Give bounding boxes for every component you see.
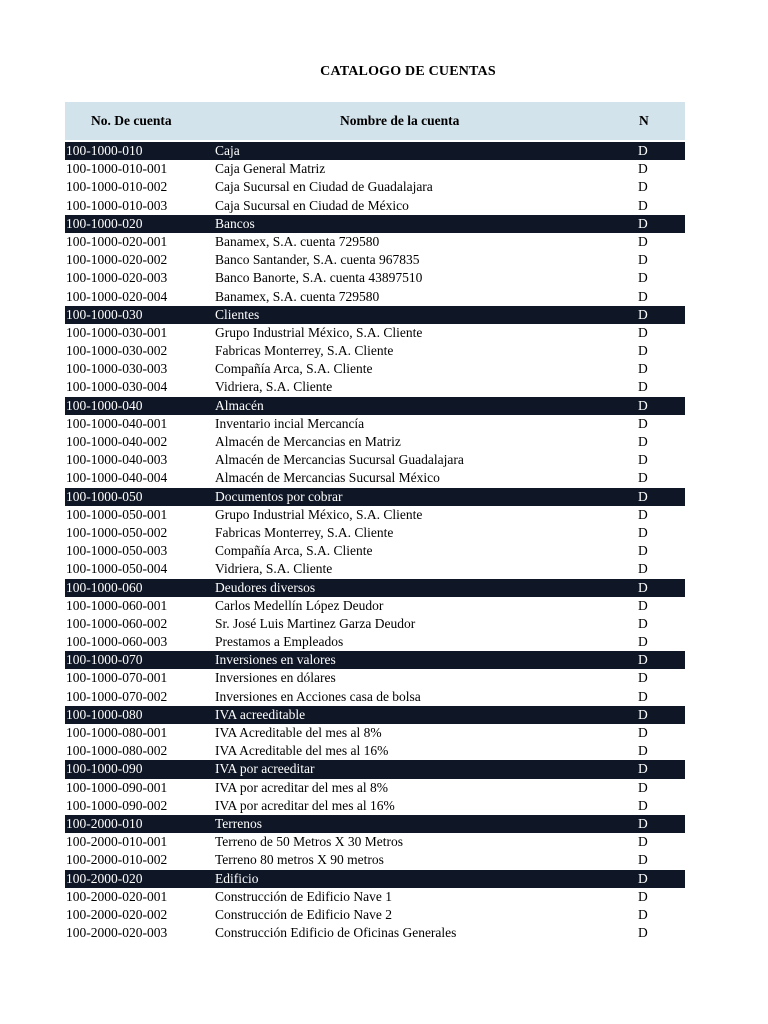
account-nature: D	[638, 597, 648, 613]
account-name: Terreno de 50 Metros X 30 Metros	[215, 834, 404, 850]
column-header-nature: N	[639, 113, 649, 128]
account-number: 100-1000-020-002	[66, 252, 168, 268]
account-name: IVA Acreditable del mes al 8%	[215, 725, 382, 740]
account-number: 100-1000-050-004	[66, 561, 168, 577]
account-name: Grupo Industrial México, S.A. Cliente	[215, 506, 423, 522]
account-nature: D	[638, 361, 648, 377]
account-row	[65, 378, 685, 396]
account-name: IVA por acreditar del mes al 16%	[215, 797, 395, 813]
account-nature: D	[638, 161, 648, 177]
account-row	[65, 197, 685, 215]
account-number: 100-1000-040-002	[66, 434, 168, 449]
account-row	[65, 560, 685, 578]
account-nature: D	[638, 706, 648, 722]
account-number: 100-1000-010	[66, 143, 143, 158]
account-name: Bancos	[215, 215, 255, 231]
account-name: Vidriera, S.A. Cliente	[215, 561, 333, 577]
account-name: Compañía Arca, S.A. Cliente	[215, 543, 373, 559]
account-nature: D	[638, 397, 648, 413]
account-number: 100-1000-040-003	[66, 452, 168, 468]
account-name: Banamex, S.A. cuenta 729580	[215, 233, 380, 249]
account-number: 100-2000-020-001	[66, 888, 168, 904]
account-name: Banco Santander, S.A. cuenta 967835	[215, 252, 420, 268]
account-nature: D	[638, 324, 648, 340]
account-row	[65, 415, 685, 433]
account-nature: D	[638, 452, 648, 468]
account-name: Deudores diversos	[215, 579, 316, 595]
account-number: 100-1000-090-001	[66, 779, 168, 795]
account-group-row	[65, 397, 685, 415]
account-number: 100-1000-020-003	[66, 270, 168, 286]
account-number: 100-1000-070	[66, 652, 143, 668]
account-name: Inversiones en valores	[215, 652, 336, 668]
account-row	[65, 688, 685, 706]
account-nature: D	[638, 743, 648, 759]
account-row	[65, 233, 685, 251]
account-number: 100-1000-030-003	[66, 361, 168, 377]
account-number: 100-1000-080	[66, 706, 143, 722]
account-number: 100-2000-020-003	[66, 925, 168, 941]
account-number: 100-1000-050	[66, 488, 143, 504]
account-row	[65, 833, 685, 851]
account-nature: D	[638, 579, 648, 595]
account-number: 100-1000-050-003	[66, 543, 168, 559]
account-row	[65, 797, 685, 815]
account-number: 100-1000-060-002	[66, 615, 168, 631]
account-group-row	[65, 306, 685, 324]
account-name: Terrenos	[215, 815, 263, 831]
account-number: 100-1000-030	[66, 306, 143, 322]
account-row	[65, 633, 685, 651]
account-number: 100-1000-030-001	[66, 324, 168, 340]
account-number: 100-1000-040-001	[66, 415, 168, 431]
account-nature: D	[638, 852, 648, 868]
account-row	[65, 433, 685, 451]
account-row	[65, 342, 685, 360]
account-nature: D	[638, 488, 648, 504]
account-nature: D	[638, 233, 648, 249]
account-nature: D	[638, 797, 648, 813]
account-nature: D	[638, 652, 648, 668]
account-group-row	[65, 579, 685, 597]
account-name: Construcción de Edificio Nave 2	[215, 906, 392, 922]
account-number: 100-1000-070-001	[66, 670, 168, 686]
account-nature: D	[638, 506, 648, 522]
account-name: Caja	[215, 143, 240, 158]
account-name: Construcción de Edificio Nave 1	[215, 888, 392, 904]
account-nature: D	[638, 815, 648, 831]
account-row	[65, 724, 685, 742]
account-name: Fabricas Monterrey, S.A. Cliente	[215, 524, 394, 540]
account-group-row	[65, 815, 685, 833]
account-nature: D	[638, 215, 648, 231]
account-number: 100-1000-010-003	[66, 197, 168, 213]
account-nature: D	[638, 143, 648, 158]
column-header-account-number: No. De cuenta	[91, 113, 172, 128]
account-nature: D	[638, 925, 648, 941]
account-name: Banamex, S.A. cuenta 729580	[215, 288, 380, 304]
account-nature: D	[638, 834, 648, 850]
account-row	[65, 178, 685, 196]
table-header	[65, 102, 685, 140]
account-row	[65, 160, 685, 178]
account-nature: D	[638, 670, 648, 686]
account-group-row	[65, 760, 685, 778]
account-name: Sr. José Luis Martinez Garza Deudor	[215, 615, 416, 631]
account-number: 100-1000-090-002	[66, 797, 168, 813]
account-nature: D	[638, 615, 648, 631]
account-name: Terreno 80 metros X 90 metros	[215, 852, 384, 868]
account-nature: D	[638, 688, 648, 704]
account-row	[65, 451, 685, 469]
account-nature: D	[638, 252, 648, 268]
column-header-account-name: Nombre de la cuenta	[340, 113, 460, 128]
account-name: Compañía Arca, S.A. Cliente	[215, 361, 373, 377]
account-row	[65, 324, 685, 342]
account-name: IVA por acreditar del mes al 8%	[215, 779, 388, 795]
account-row	[65, 524, 685, 542]
account-nature: D	[638, 470, 648, 486]
account-nature: D	[638, 288, 648, 304]
accounts-table	[65, 102, 685, 942]
account-number: 100-1000-060	[66, 579, 143, 595]
account-number: 100-1000-050-001	[66, 506, 168, 522]
account-number: 100-2000-010	[66, 815, 143, 831]
account-name: Edificio	[215, 870, 259, 886]
account-name: Almacén de Mercancias Sucursal Guadalajara	[215, 452, 464, 468]
account-nature: D	[638, 779, 648, 795]
account-row	[65, 542, 685, 560]
account-nature: D	[638, 434, 648, 449]
account-number: 100-1000-080-002	[66, 743, 168, 759]
account-number: 100-2000-020-002	[66, 906, 168, 922]
account-nature: D	[638, 634, 648, 650]
account-row	[65, 269, 685, 287]
account-group-row	[65, 215, 685, 233]
account-row	[65, 906, 685, 924]
account-number: 100-1000-020-004	[66, 288, 168, 304]
account-row	[65, 288, 685, 306]
account-number: 100-1000-050-002	[66, 524, 168, 540]
account-row	[65, 851, 685, 869]
account-name: Almacén de Mercancias Sucursal México	[215, 470, 440, 486]
account-row	[65, 742, 685, 760]
account-group-row	[65, 488, 685, 506]
account-nature: D	[638, 179, 648, 195]
account-group-row	[65, 706, 685, 724]
account-nature: D	[638, 906, 648, 922]
account-name: Caja Sucursal en Ciudad de Guadalajara	[215, 179, 433, 195]
account-nature: D	[638, 306, 648, 322]
account-row	[65, 669, 685, 687]
account-number: 100-1000-030-004	[66, 379, 168, 395]
account-name: Construcción Edificio de Oficinas Generales	[215, 925, 457, 941]
account-number: 100-1000-090	[66, 761, 143, 777]
account-number: 100-1000-070-002	[66, 688, 168, 704]
account-name: Caja Sucursal en Ciudad de México	[215, 197, 409, 213]
account-number: 100-1000-080-001	[66, 725, 168, 740]
account-name: Inversiones en Acciones casa de bolsa	[215, 688, 421, 704]
account-number: 100-1000-010-001	[66, 161, 168, 177]
account-name: IVA por acreeditar	[215, 761, 315, 777]
account-name: Prestamos a Empleados	[215, 634, 344, 650]
account-number: 100-2000-020	[66, 870, 143, 886]
account-name: Almacén de Mercancias en Matriz	[215, 434, 401, 449]
account-name: IVA acreeditable	[215, 706, 306, 722]
account-name: Almacén	[215, 397, 264, 413]
account-nature: D	[638, 761, 648, 777]
account-nature: D	[638, 524, 648, 540]
account-nature: D	[638, 343, 648, 359]
account-nature: D	[638, 270, 648, 286]
account-number: 100-1000-020	[66, 215, 143, 231]
page-title: CATALOGO DE CUENTAS	[320, 64, 496, 79]
account-row	[65, 779, 685, 797]
account-nature: D	[638, 197, 648, 213]
account-name: Carlos Medellín López Deudor	[215, 597, 384, 613]
account-number: 100-1000-030-002	[66, 343, 168, 359]
account-nature: D	[638, 379, 648, 395]
account-name: Inventario incial Mercancía	[215, 415, 365, 431]
account-group-row	[65, 651, 685, 669]
account-nature: D	[638, 870, 648, 886]
account-name: Clientes	[215, 306, 260, 322]
account-number: 100-1000-060-001	[66, 597, 168, 613]
account-name: Fabricas Monterrey, S.A. Cliente	[215, 343, 394, 359]
account-number: 100-2000-010-001	[66, 834, 168, 850]
account-nature: D	[638, 725, 648, 740]
account-row	[65, 888, 685, 906]
account-name: Vidriera, S.A. Cliente	[215, 379, 333, 395]
account-nature: D	[638, 415, 648, 431]
account-nature: D	[638, 543, 648, 559]
account-nature: D	[638, 888, 648, 904]
account-group-row	[65, 870, 685, 888]
account-row	[65, 469, 685, 487]
account-number: 100-1000-040	[66, 397, 143, 413]
account-number: 100-1000-060-003	[66, 634, 168, 650]
account-nature: D	[638, 561, 648, 577]
account-row	[65, 615, 685, 633]
account-number: 100-1000-020-001	[66, 233, 168, 249]
account-number: 100-2000-010-002	[66, 852, 168, 868]
account-row	[65, 360, 685, 378]
account-row	[65, 251, 685, 269]
account-number: 100-1000-010-002	[66, 179, 168, 195]
account-row	[65, 597, 685, 615]
account-name: Documentos por cobrar	[215, 488, 343, 504]
account-row	[65, 506, 685, 524]
account-name: Banco Banorte, S.A. cuenta 43897510	[215, 270, 423, 286]
table-body	[65, 142, 685, 942]
account-name: IVA Acreditable del mes al 16%	[215, 743, 389, 759]
account-name: Inversiones en dólares	[215, 670, 336, 686]
account-row	[65, 924, 685, 942]
account-number: 100-1000-040-004	[66, 470, 168, 486]
account-group-row	[65, 142, 685, 160]
account-name: Grupo Industrial México, S.A. Cliente	[215, 324, 423, 340]
account-name: Caja General Matriz	[215, 161, 326, 177]
